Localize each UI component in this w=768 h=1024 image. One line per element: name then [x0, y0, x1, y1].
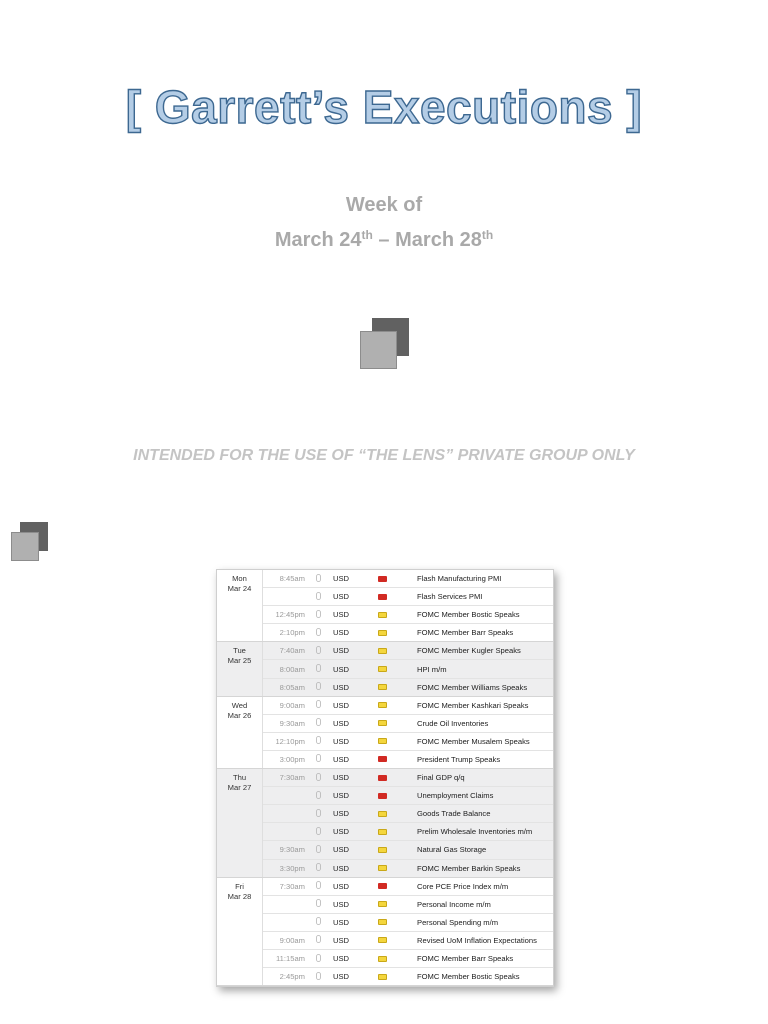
impact-cell [365, 738, 413, 744]
event-rows [263, 769, 553, 877]
event-row[interactable] [263, 804, 553, 822]
event-name[interactable]: Unemployment Claims [417, 791, 494, 801]
event-name[interactable]: Natural Gas Storage [417, 845, 487, 855]
logo-front-square [360, 331, 397, 369]
week-of-label: Week of [345, 194, 423, 216]
impact-cell [365, 919, 413, 925]
low-impact-folder-icon [378, 702, 387, 708]
event-name[interactable]: FOMC Member Kugler Speaks [417, 646, 521, 656]
alarm-icon[interactable] [309, 899, 327, 909]
event-name[interactable]: FOMC Member Musalem Speaks [417, 736, 530, 746]
low-impact-folder-icon [378, 847, 387, 853]
impact-cell [365, 793, 413, 799]
event-time: 9:30am [279, 718, 305, 728]
impact-cell [365, 937, 413, 943]
event-currency: USD [333, 700, 350, 710]
impact-cell [365, 702, 413, 708]
alarm-icon[interactable] [309, 809, 327, 819]
event-name[interactable]: Revised UoM Inflation Expectations [417, 935, 537, 945]
event-currency: USD [333, 917, 350, 927]
event-time: 12:45pm [275, 610, 305, 620]
week-date-separator: – [372, 229, 396, 251]
event-row[interactable] [263, 967, 553, 985]
high-impact-folder-icon [378, 883, 387, 889]
week-end-suffix: th [481, 228, 494, 242]
event-name[interactable]: Personal Income m/m [417, 899, 491, 909]
low-impact-folder-icon [378, 974, 387, 980]
impact-cell [365, 775, 413, 781]
day-date: Mar 28 [227, 891, 252, 901]
event-currency: USD [333, 827, 350, 837]
day-date: Mar 27 [227, 783, 252, 793]
alarm-icon[interactable] [309, 610, 327, 620]
impact-cell [365, 811, 413, 817]
lens-logo-icon [360, 318, 410, 370]
event-currency: USD [333, 954, 350, 964]
day-label [217, 570, 263, 641]
low-impact-folder-icon [378, 937, 387, 943]
impact-cell [365, 901, 413, 907]
alarm-icon[interactable] [309, 863, 327, 873]
alarm-icon[interactable] [309, 736, 327, 746]
week-start-date: March 24 [274, 229, 362, 251]
event-currency: USD [333, 881, 350, 891]
day-name: Thu [232, 773, 247, 783]
alarm-icon[interactable] [309, 700, 327, 710]
high-impact-folder-icon [378, 756, 387, 762]
event-row[interactable] [263, 949, 553, 967]
event-name[interactable]: FOMC Member Bostic Speaks [417, 610, 520, 620]
day-name: Mon [232, 574, 247, 583]
calendar-day-group [217, 642, 553, 696]
event-currency: USD [333, 592, 350, 602]
calendar-day-group [217, 769, 553, 878]
impact-cell [365, 666, 413, 672]
event-currency: USD [333, 791, 350, 801]
high-impact-folder-icon [378, 594, 387, 600]
impact-cell [365, 847, 413, 853]
event-rows [263, 878, 553, 986]
day-date: Mar 24 [227, 584, 252, 593]
event-time: 3:30pm [279, 863, 305, 873]
low-impact-folder-icon [378, 720, 387, 726]
event-row[interactable] [263, 913, 553, 931]
day-date: Mar 25 [227, 656, 252, 666]
impact-cell [365, 865, 413, 871]
low-impact-folder-icon [378, 738, 387, 744]
event-currency: USD [333, 574, 350, 584]
event-row[interactable] [263, 623, 553, 641]
impact-cell [365, 684, 413, 690]
event-currency: USD [333, 646, 350, 656]
event-row[interactable] [263, 822, 553, 840]
day-label [217, 769, 263, 877]
event-row[interactable] [263, 697, 553, 714]
low-impact-folder-icon [378, 630, 387, 636]
event-name[interactable]: FOMC Member Kashkari Speaks [417, 700, 529, 710]
event-name[interactable]: Goods Trade Balance [417, 809, 491, 819]
event-rows [263, 570, 553, 641]
lens-small-logo-icon [11, 522, 49, 562]
event-row[interactable] [263, 678, 553, 696]
event-row[interactable] [263, 859, 553, 877]
impact-cell [365, 829, 413, 835]
event-time: 3:00pm [279, 754, 305, 764]
impact-cell [365, 974, 413, 980]
event-time: 7:40am [279, 646, 305, 656]
event-row[interactable] [263, 931, 553, 949]
alarm-icon[interactable] [309, 773, 327, 783]
event-name[interactable]: FOMC Member Bostic Speaks [417, 972, 520, 982]
event-time: 9:00am [279, 935, 305, 945]
event-name[interactable]: Final GDP q/q [417, 773, 465, 783]
event-name[interactable]: Core PCE Price Index m/m [417, 881, 509, 891]
event-row[interactable] [263, 878, 553, 895]
event-row[interactable] [263, 587, 553, 605]
day-label [217, 878, 263, 986]
week-end-date: March 28 [395, 229, 482, 251]
low-impact-folder-icon [378, 811, 387, 817]
alarm-icon[interactable] [309, 972, 327, 982]
event-currency: USD [333, 899, 350, 909]
day-name: Fri [235, 881, 244, 891]
impact-cell [365, 883, 413, 889]
event-time: 9:00am [279, 700, 305, 710]
calendar-day-group [217, 878, 553, 987]
event-name[interactable]: FOMC Member Williams Speaks [417, 682, 528, 692]
event-time: 11:15am [276, 954, 305, 964]
event-name[interactable]: Personal Spending m/m [417, 917, 499, 927]
alarm-icon[interactable] [309, 628, 327, 638]
event-currency: USD [333, 754, 350, 764]
event-row[interactable] [263, 769, 553, 786]
event-row[interactable] [263, 642, 553, 659]
event-currency: USD [333, 736, 350, 746]
event-row[interactable] [263, 840, 553, 858]
event-rows [263, 642, 553, 695]
event-time: 12:10pm [275, 736, 305, 746]
event-row[interactable] [263, 714, 553, 732]
event-row[interactable] [263, 605, 553, 623]
alarm-icon[interactable] [309, 592, 327, 602]
impact-cell [365, 576, 413, 582]
low-impact-folder-icon [378, 956, 387, 962]
alarm-icon[interactable] [309, 574, 327, 584]
alarm-icon[interactable] [309, 646, 327, 656]
impact-cell [365, 648, 413, 654]
low-impact-folder-icon [378, 919, 387, 925]
event-name[interactable]: FOMC Member Barkin Speaks [417, 863, 521, 873]
alarm-icon[interactable] [309, 881, 327, 891]
event-currency: USD [333, 863, 350, 873]
private-group-notice: INTENDED FOR THE USE OF “THE LENS” PRIVATE GROUP ONLY [133, 447, 635, 464]
alarm-icon[interactable] [309, 954, 327, 964]
alarm-icon[interactable] [309, 917, 327, 927]
event-currency: USD [333, 664, 350, 674]
impact-cell [365, 612, 413, 618]
event-row[interactable] [263, 659, 553, 677]
event-time: 2:45pm [279, 972, 305, 982]
event-row[interactable] [263, 732, 553, 750]
event-name[interactable]: Prelim Wholesale Inventories m/m [417, 827, 533, 837]
impact-cell [365, 956, 413, 962]
economic-calendar [216, 569, 554, 987]
event-row[interactable] [263, 786, 553, 804]
day-label [217, 642, 263, 695]
calendar-day-group [217, 697, 553, 769]
calendar-day-group [217, 570, 553, 642]
low-impact-folder-icon [378, 865, 387, 871]
page-title: [ Garrett’s Executions ] [125, 81, 643, 133]
impact-cell [365, 630, 413, 636]
low-impact-folder-icon [378, 901, 387, 907]
week-date-range [0, 228, 768, 252]
event-name[interactable]: FOMC Member Barr Speaks [417, 628, 514, 638]
event-currency: USD [333, 610, 350, 620]
alarm-icon[interactable] [309, 845, 327, 855]
small-logo-front-square [11, 532, 39, 561]
high-impact-folder-icon [378, 793, 387, 799]
event-time: 2:10pm [279, 628, 305, 638]
high-impact-folder-icon [378, 775, 387, 781]
event-row[interactable] [263, 750, 553, 768]
alarm-icon[interactable] [309, 791, 327, 801]
event-currency: USD [333, 845, 350, 855]
low-impact-folder-icon [378, 684, 387, 690]
event-currency: USD [333, 773, 350, 783]
event-time: 8:05am [279, 682, 305, 692]
low-impact-folder-icon [378, 648, 387, 654]
event-name[interactable]: Flash Services PMI [417, 592, 483, 602]
event-name[interactable]: HPI m/m [417, 664, 447, 674]
event-rows [263, 697, 553, 768]
event-time: 8:00am [279, 664, 305, 674]
event-currency: USD [333, 972, 350, 982]
event-time: 7:30am [279, 773, 305, 783]
alarm-icon[interactable] [309, 754, 327, 764]
low-impact-folder-icon [378, 829, 387, 835]
event-name[interactable]: Flash Manufacturing PMI [417, 574, 502, 584]
event-name[interactable]: Crude Oil Inventories [417, 718, 489, 728]
high-impact-folder-icon [378, 576, 387, 582]
impact-cell [365, 720, 413, 726]
event-currency: USD [333, 809, 350, 819]
event-name[interactable]: FOMC Member Barr Speaks [417, 954, 514, 964]
event-time: 8:45am [279, 574, 305, 584]
event-row[interactable] [263, 895, 553, 913]
low-impact-folder-icon [378, 666, 387, 672]
event-name[interactable]: President Trump Speaks [417, 754, 501, 764]
event-currency: USD [333, 718, 350, 728]
day-name: Wed [231, 700, 248, 710]
event-currency: USD [333, 682, 350, 692]
impact-cell [365, 756, 413, 762]
alarm-icon[interactable] [309, 827, 327, 837]
event-currency: USD [333, 628, 350, 638]
alarm-icon[interactable] [309, 718, 327, 728]
impact-cell [365, 594, 413, 600]
alarm-icon[interactable] [309, 935, 327, 945]
event-currency: USD [333, 935, 350, 945]
event-row[interactable] [263, 570, 553, 587]
day-label [217, 697, 263, 768]
low-impact-folder-icon [378, 612, 387, 618]
day-date: Mar 26 [227, 710, 252, 720]
event-time: 9:30am [279, 845, 305, 855]
day-name: Tue [233, 646, 246, 656]
week-start-suffix: th [361, 228, 373, 242]
event-time: 7:30am [279, 881, 305, 891]
alarm-icon[interactable] [309, 664, 327, 674]
alarm-icon[interactable] [309, 682, 327, 692]
